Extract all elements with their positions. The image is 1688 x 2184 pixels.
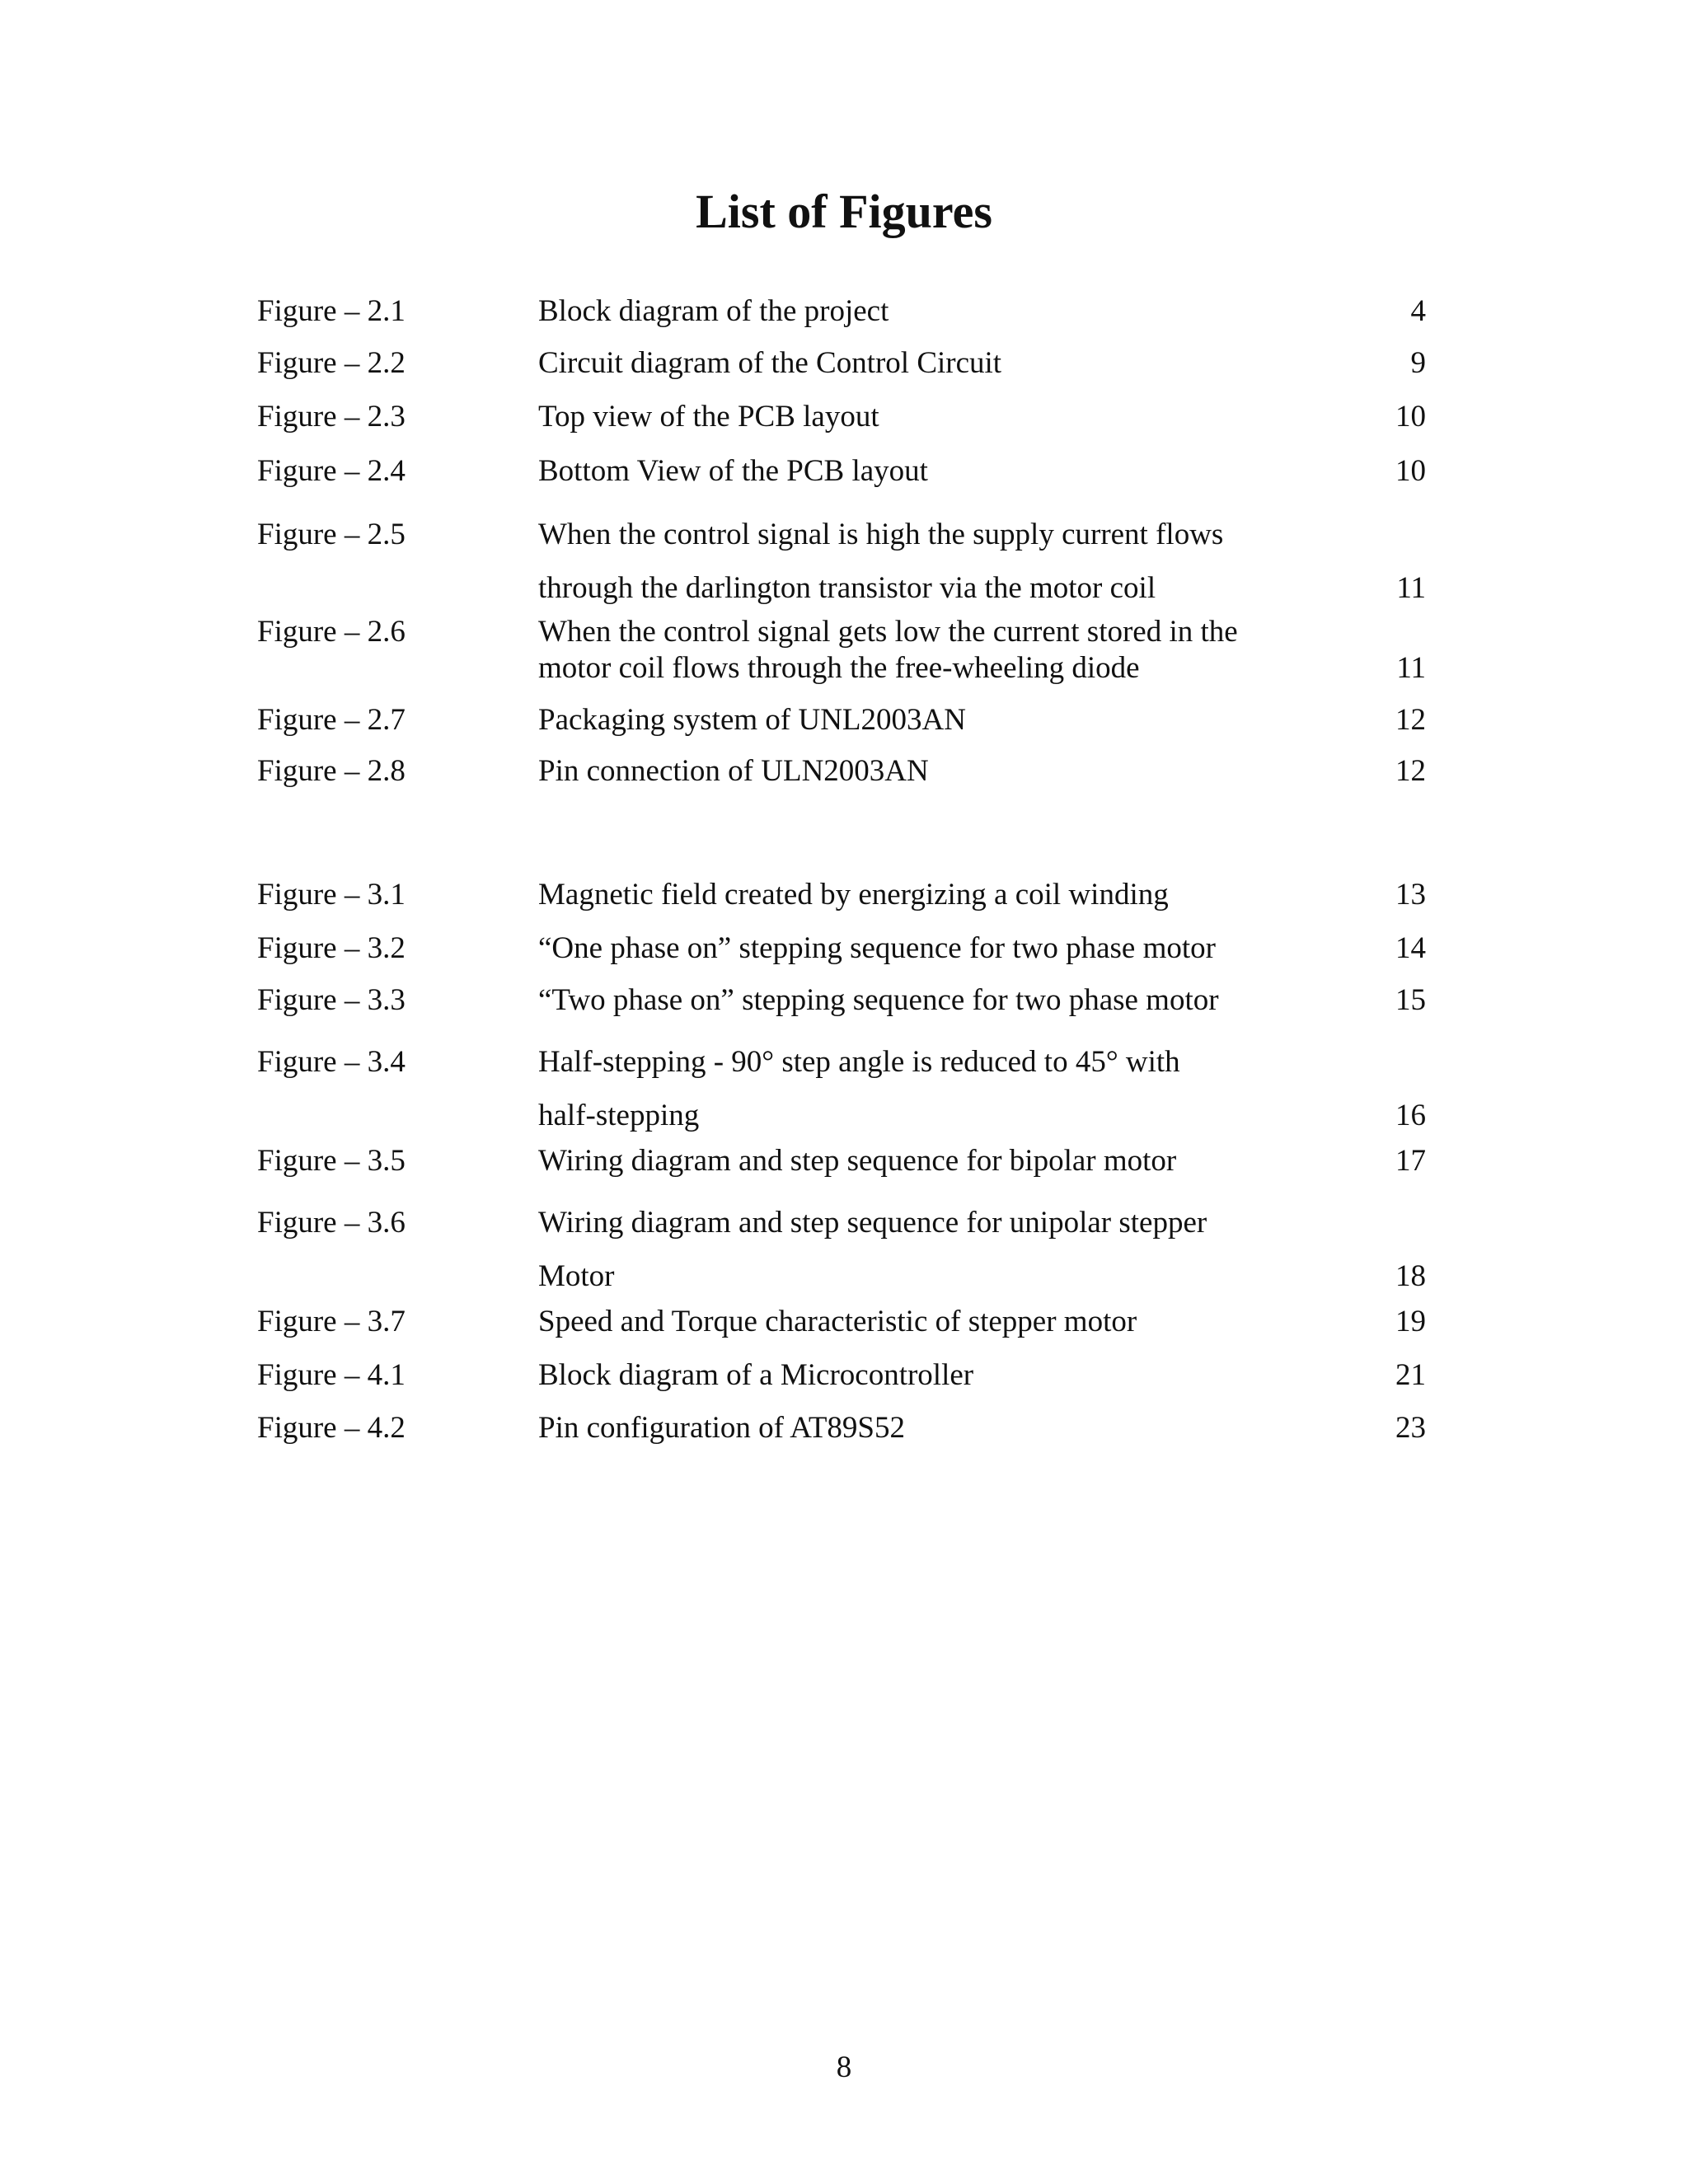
figure-caption-line: Pin connection of ULN2003AN xyxy=(538,754,929,788)
figure-caption xyxy=(538,293,889,330)
figure-label: Figure – 2.6 xyxy=(257,615,406,649)
figure-caption xyxy=(538,702,966,738)
figure-caption xyxy=(538,1410,905,1446)
figure-label: Figure – 3.3 xyxy=(257,983,406,1017)
figure-page-number: 21 xyxy=(1395,1358,1426,1392)
figure-label: Figure – 2.3 xyxy=(257,400,406,434)
figure-caption-line: Motor xyxy=(538,1259,615,1293)
figure-caption-line: Speed and Torque characteristic of stepper motor xyxy=(538,1305,1137,1338)
figure-page-number: 15 xyxy=(1395,983,1426,1017)
figure-caption-line: When the control signal gets low the current stored in the xyxy=(538,615,1238,649)
figure-caption xyxy=(538,1357,973,1394)
figure-page-number: 16 xyxy=(1395,1099,1426,1132)
figure-page-number: 11 xyxy=(1396,651,1426,685)
figure-caption xyxy=(538,1196,1207,1303)
figure-caption xyxy=(538,614,1238,687)
figure-page-number: 14 xyxy=(1395,931,1426,965)
figure-page-number: 11 xyxy=(1396,571,1426,605)
figure-caption xyxy=(538,877,1169,913)
figure-label: Figure – 3.4 xyxy=(257,1045,406,1079)
figure-page-number: 10 xyxy=(1395,454,1426,488)
figure-page-number: 4 xyxy=(1410,294,1426,328)
figure-label: Figure – 3.1 xyxy=(257,878,406,912)
figure-caption-line: Block diagram of the project xyxy=(538,294,889,328)
figure-caption-line: Wiring diagram and step sequence for bipolar motor xyxy=(538,1144,1177,1178)
figure-page-number: 23 xyxy=(1395,1411,1426,1445)
figure-caption-line: half-stepping xyxy=(538,1099,700,1132)
figure-caption-line: through the darlington transistor via the motor coil xyxy=(538,571,1156,605)
figure-caption xyxy=(538,453,928,490)
figure-label: Figure – 4.1 xyxy=(257,1358,406,1392)
figure-label: Figure – 3.7 xyxy=(257,1305,406,1338)
page-title: List of Figures xyxy=(696,185,992,238)
figure-caption xyxy=(538,753,929,790)
figure-caption xyxy=(538,1143,1176,1179)
figure-caption-line: Circuit diagram of the Control Circuit xyxy=(538,346,1002,380)
figure-page-number: 18 xyxy=(1395,1259,1426,1293)
figure-page-number: 13 xyxy=(1395,878,1426,912)
figure-caption-line: “One phase on” stepping sequence for two phase motor xyxy=(538,931,1216,965)
figure-page-number: 19 xyxy=(1395,1305,1426,1338)
figure-caption xyxy=(538,399,879,435)
figure-page-number: 10 xyxy=(1395,400,1426,434)
figure-caption-line: When the control signal is high the supply current flows xyxy=(538,518,1224,551)
figure-caption-line: Pin configuration of AT89S52 xyxy=(538,1411,906,1445)
figure-caption-line: Magnetic field created by energizing a coil winding xyxy=(538,878,1169,912)
figure-page-number: 17 xyxy=(1395,1144,1426,1178)
figure-label: Figure – 2.7 xyxy=(257,703,406,737)
figure-caption-line: Wiring diagram and step sequence for unipolar stepper xyxy=(538,1206,1207,1240)
figure-caption xyxy=(538,930,1216,967)
figure-caption-line: motor coil flows through the free-wheeling diode xyxy=(538,651,1140,685)
figure-label: Figure – 2.4 xyxy=(257,454,406,488)
figure-caption-line: “Two phase on” stepping sequence for two phase motor xyxy=(538,983,1219,1017)
figure-caption xyxy=(538,345,1001,382)
figure-caption xyxy=(538,508,1223,615)
figure-label: Figure – 3.2 xyxy=(257,931,406,965)
figure-page-number: 12 xyxy=(1395,754,1426,788)
figure-label: Figure – 3.6 xyxy=(257,1206,406,1240)
figure-label: Figure – 2.5 xyxy=(257,518,406,551)
figure-page-number: 12 xyxy=(1395,703,1426,737)
figure-label: Figure – 2.1 xyxy=(257,294,406,328)
figure-caption-line: Top view of the PCB layout xyxy=(538,400,879,434)
figure-label: Figure – 2.8 xyxy=(257,754,406,788)
figure-label: Figure – 2.2 xyxy=(257,346,406,380)
figure-page-number: 9 xyxy=(1410,346,1426,380)
figure-caption xyxy=(538,1035,1180,1142)
figure-caption-line: Bottom View of the PCB layout xyxy=(538,454,928,488)
figure-label: Figure – 3.5 xyxy=(257,1144,406,1178)
figure-caption xyxy=(538,982,1219,1019)
figure-label: Figure – 4.2 xyxy=(257,1411,406,1445)
figure-caption-line: Block diagram of a Microcontroller xyxy=(538,1358,974,1392)
figure-caption-line: Packaging system of UNL2003AN xyxy=(538,703,966,737)
figure-caption xyxy=(538,1304,1137,1340)
page-number: 8 xyxy=(836,2050,852,2084)
figure-caption-line: Half-stepping - 90° step angle is reduced to 45° with xyxy=(538,1045,1180,1079)
